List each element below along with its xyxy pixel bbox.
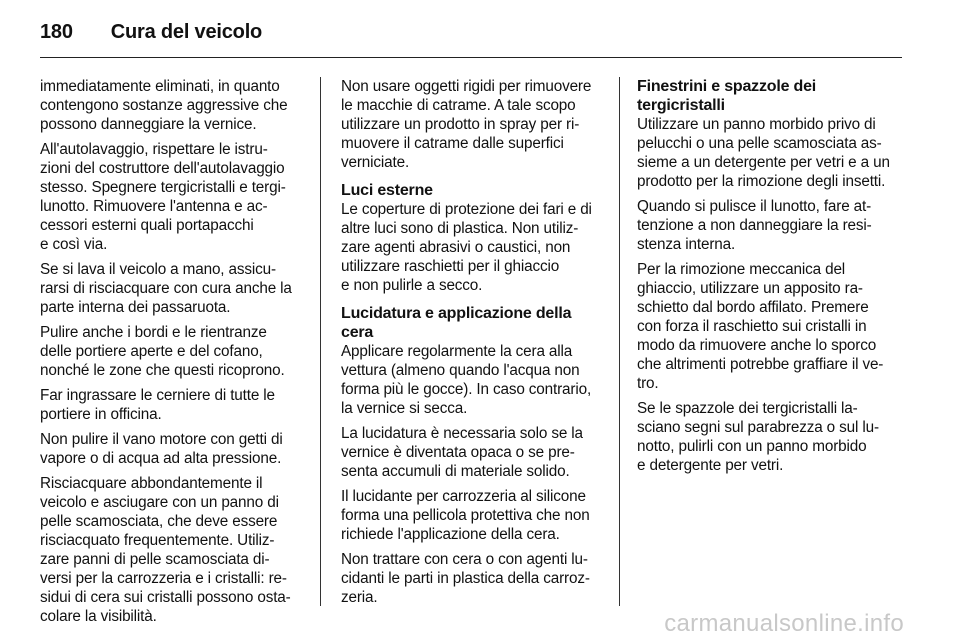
- paragraph: [40, 323, 312, 380]
- column-3: [637, 77, 909, 481]
- column-divider: [320, 77, 321, 606]
- paragraph: [637, 197, 909, 254]
- paragraph: [341, 424, 613, 481]
- section-title: Cura del veicolo: [110, 20, 263, 43]
- text-line: portiere in officina.: [40, 406, 162, 423]
- text-line: La lucidatura è necessaria solo se la: [341, 425, 583, 442]
- text-line: vernice è diventata opaca o se pre-: [341, 444, 575, 461]
- text-line: zare agenti abrasivi o caustici, non: [341, 239, 571, 256]
- paragraph: [40, 430, 312, 468]
- text-line: cidanti le parti in plastica della carroz-: [341, 570, 590, 587]
- column-divider: [619, 77, 620, 606]
- paragraph: [341, 487, 613, 544]
- text-line: zeria.: [341, 589, 378, 606]
- text-line: cessori esterni quali portapacchi: [40, 217, 254, 234]
- text-line: vettura (almeno quando l'acqua non: [341, 362, 580, 379]
- text-line: richiede l'applicazione della cera.: [341, 526, 560, 543]
- header-rule: [40, 57, 902, 58]
- text-line: Se si lava il veicolo a mano, assicu-: [40, 261, 276, 278]
- text-line: forma una pellicola protettiva che non: [341, 507, 590, 524]
- column-1: [40, 77, 312, 632]
- text-line: colare la visibilità.: [40, 608, 157, 625]
- text-line: Quando si pulisce il lunotto, fare at-: [637, 198, 872, 215]
- paragraph: [40, 386, 312, 424]
- paragraph: [341, 550, 613, 607]
- text-line: versi per la carrozzeria e i cristalli: re-: [40, 570, 287, 587]
- text-line: e così via.: [40, 236, 108, 253]
- text-line: muovere il catrame dalle superfici: [341, 135, 564, 152]
- text-line: immediatamente eliminati, in quanto: [40, 78, 280, 95]
- text-line: zare panni di pelle scamosciata di-: [40, 551, 270, 568]
- text-line: delle portiere aperte e del cofano,: [40, 343, 263, 360]
- page-number: 180: [40, 20, 73, 43]
- paragraph: [341, 200, 613, 295]
- text-line: le macchie di catrame. A tale scopo: [341, 97, 576, 114]
- text-line: pelucchi o una pelle scamosciata as-: [637, 135, 882, 152]
- text-line: utilizzare raschietti per il ghiaccio: [341, 258, 560, 275]
- text-line: contengono sostanze aggressive che: [40, 97, 288, 114]
- text-line: con forza il raschietto sui cristalli in: [637, 318, 867, 335]
- heading-lucidatura: [341, 304, 613, 342]
- paragraph: [40, 140, 312, 254]
- text-line: Il lucidante per carrozzeria al silicone: [341, 488, 586, 505]
- text-line: tro.: [637, 375, 659, 392]
- text-line: cera: [341, 324, 374, 341]
- text-line: altre luci sono di plastica. Non utiliz-: [341, 220, 579, 237]
- text-line: Pulire anche i bordi e le rientranze: [40, 324, 267, 341]
- text-line: verniciate.: [341, 154, 410, 171]
- heading-luci-esterne: Luci esterne: [341, 182, 433, 199]
- column-2: [341, 77, 613, 613]
- text-line: stesso. Spegnere tergicristalli e tergi-: [40, 179, 286, 196]
- text-line: Le coperture di protezione dei fari e di: [341, 201, 592, 218]
- text-line: Non trattare con cera o con agenti lu-: [341, 551, 588, 568]
- text-line: sciano segni sul parabrezza o sul lu-: [637, 419, 879, 436]
- paragraph: [341, 342, 613, 418]
- text-line: lunotto. Rimuovere l'antenna e ac-: [40, 198, 268, 215]
- text-line: All'autolavaggio, rispettare le istru-: [40, 141, 268, 158]
- text-line: e non pulirle a secco.: [341, 277, 483, 294]
- text-line: Non pulire il vano motore con getti di: [40, 431, 283, 448]
- paragraph: [637, 260, 909, 393]
- text-line: risciacquato frequentemente. Utiliz-: [40, 532, 275, 549]
- paragraph: [40, 260, 312, 317]
- text-line: Se le spazzole dei tergicristalli la-: [637, 400, 858, 417]
- text-line: schietto dal bordo affilato. Premere: [637, 299, 869, 316]
- text-line: rarsi di risciacquare con cura anche la: [40, 280, 292, 297]
- text-line: utilizzare un prodotto in spray per ri-: [341, 116, 580, 133]
- paragraph: [637, 115, 909, 191]
- text-line: pelle scamosciata, che deve essere: [40, 513, 278, 530]
- text-line: sieme a un detergente per vetri e a un: [637, 154, 890, 171]
- text-line: zioni del costruttore dell'autolavaggio: [40, 160, 285, 177]
- paragraph: [40, 77, 312, 134]
- page-header: [40, 14, 262, 50]
- paragraph: [40, 474, 312, 626]
- text-line: ghiaccio, utilizzare un apposito ra-: [637, 280, 863, 297]
- text-line: tenzione a non danneggiare la resi-: [637, 217, 872, 234]
- text-line: forma più le gocce). In caso contrario,: [341, 381, 592, 398]
- watermark: carmanualsonline.info: [664, 610, 904, 637]
- text-line: prodotto per la rimozione degli insetti.: [637, 173, 886, 190]
- text-line: sidui di cera sui cristalli possono osta-: [40, 589, 291, 606]
- text-line: veicolo e asciugare con un panno di: [40, 494, 279, 511]
- text-line: Applicare regolarmente la cera alla: [341, 343, 573, 360]
- text-line: Utilizzare un panno morbido privo di: [637, 116, 876, 133]
- text-line: tergicristalli: [637, 97, 725, 114]
- heading-finestrini: [637, 77, 909, 115]
- text-line: Far ingrassare le cerniere di tutte le: [40, 387, 275, 404]
- text-line: Per la rimozione meccanica del: [637, 261, 846, 278]
- text-line: nonché le zone che questi ricoprono.: [40, 362, 285, 379]
- text-line: parte interna dei passaruota.: [40, 299, 231, 316]
- text-line: vapore o di acqua ad alta pressione.: [40, 450, 282, 467]
- text-line: stenza interna.: [637, 236, 736, 253]
- text-line: che altrimenti potrebbe graffiare il ve-: [637, 356, 884, 373]
- text-line: Finestrini e spazzole dei: [637, 78, 817, 95]
- text-line: modo da rimuovere anche lo sporco: [637, 337, 877, 354]
- text-line: notto, pulirli con un panno morbido: [637, 438, 867, 455]
- text-line: possono danneggiare la vernice.: [40, 116, 257, 133]
- text-line: Lucidatura e applicazione della: [341, 305, 572, 322]
- text-line: senta accumuli di materiale solido.: [341, 463, 570, 480]
- text-line: Non usare oggetti rigidi per rimuovere: [341, 78, 592, 95]
- paragraph: [637, 399, 909, 475]
- text-line: la vernice si secca.: [341, 400, 468, 417]
- paragraph: [341, 77, 613, 172]
- text-line: e detergente per vetri.: [637, 457, 784, 474]
- text-line: Risciacquare abbondantemente il: [40, 475, 263, 492]
